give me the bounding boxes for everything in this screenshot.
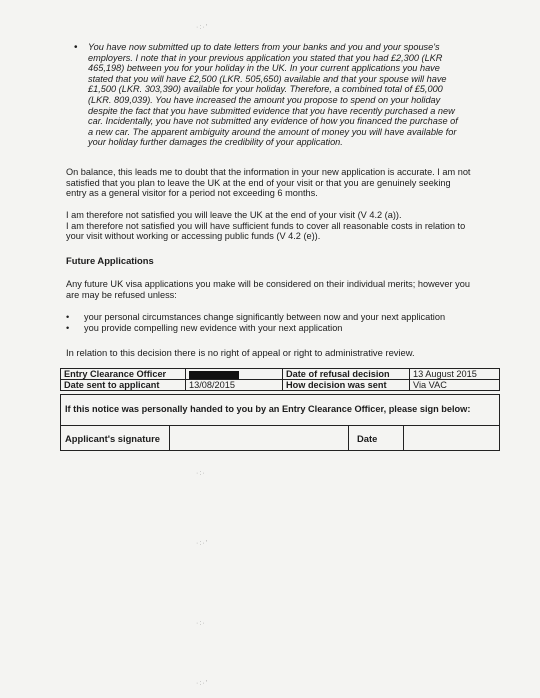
signature-row (60, 425, 500, 451)
paragraph-line: your holiday further damages the credibility of your application. (88, 137, 343, 148)
conditions-list (66, 312, 496, 334)
bullet-icon: • (66, 323, 70, 333)
date-field[interactable] (403, 425, 500, 451)
paragraph-line: 465,198) between you for your holiday in the UK. In your current applications you have (88, 63, 440, 74)
signature-field[interactable] (169, 425, 349, 451)
list-item (66, 312, 496, 323)
sent-label: Date sent to applicant (61, 380, 186, 391)
appeal-statement: In relation to this decision there is no right of appeal or right to administrative review. (66, 347, 415, 358)
signature-label-cell (60, 425, 170, 451)
paragraph-line: a new car. The apparent ambiguity around the amount of money you will have available for (88, 126, 457, 137)
officer-label: Entry Clearance Officer (61, 369, 186, 380)
date-label-cell (348, 425, 404, 451)
scan-artifact: ·:·' (196, 24, 208, 31)
paragraph-line: satisfied that you plan to leave the UK at the end of your visit or that you are genuinely seeking (66, 177, 451, 188)
bullet-icon: • (66, 312, 70, 322)
list-item (66, 323, 496, 334)
paragraph-line: I am therefore not satisfied you will have sufficient funds to cover all reasonable costs in relation to (66, 220, 466, 231)
paragraph-line: I am therefore not satisfied you will leave the UK at the end of your visit (V 4.2 (a)). (66, 210, 402, 220)
decision-table (60, 368, 500, 391)
sent-value: 13/08/2015 (186, 380, 283, 391)
table-row (61, 369, 500, 380)
table-row (61, 380, 500, 391)
bullet-icon: • (74, 42, 78, 53)
paragraph-line: On balance, this leads me to doubt that the information in your new application is accurate. I am not (66, 167, 471, 177)
signature-label: Applicant's signature (65, 433, 160, 444)
paragraph-line: £1,500 (LKR. 303,390) available for your holiday. Therefore, a combined total of £5,000 (88, 84, 443, 95)
paragraph-line: Any future UK visa applications you make will be considered on their individual merits; however you (66, 279, 470, 289)
scan-artifact: ·:·' (196, 680, 208, 687)
scan-artifact: ·:· (196, 470, 206, 477)
officer-value (186, 369, 283, 380)
redaction-block (189, 371, 239, 379)
paragraph-line: (LKR. 809,039). You have increased the amount you propose to spend on your holiday (88, 94, 441, 105)
paragraph-line: your visit without working or accessing public funds (V 4.2 (e)). (66, 231, 321, 242)
paragraph-line: stated that you will have £2,500 (LKR. 505,650) available and that your spouse will have (88, 73, 447, 84)
future-paragraph (66, 279, 506, 300)
how-sent-label: How decision was sent (283, 380, 410, 391)
not-satisfied-paragraph (66, 210, 506, 242)
ambiguity-paragraph (74, 42, 498, 148)
sign-notice-box (60, 394, 500, 426)
refusal-date-label: Date of refusal decision (283, 369, 410, 380)
sign-notice-text: If this notice was personally handed to you by an Entry Clearance Officer, please sign below: (65, 404, 471, 414)
refusal-date-value: 13 August 2015 (410, 369, 500, 380)
date-label: Date (357, 433, 378, 444)
condition-text: you provide compelling new evidence with your next application (84, 323, 343, 333)
paragraph-line: entry as a general visitor for a period not exceeding 6 months. (66, 188, 318, 199)
future-applications-heading: Future Applications (66, 255, 154, 266)
paragraph-line: despite the fact that you have submitted evidence that you have recently purchased a new (88, 105, 455, 116)
paragraph-line: You have now submitted up to date letters from your banks and you and your spouse's (88, 42, 440, 52)
paragraph-line: car. Incidentally, you have not submitted any evidence of how you financed the purchase of (88, 116, 458, 127)
paragraph-line: employers. I note that in your previous application you stated that you had £2,300 (LKR (88, 52, 443, 63)
balance-paragraph (66, 167, 506, 199)
how-sent-value: Via VAC (410, 380, 500, 391)
scan-artifact: ·:· (196, 620, 206, 627)
paragraph-line: are may be refused unless: (66, 289, 177, 300)
scan-artifact: ·:·' (196, 540, 208, 547)
condition-text: your personal circumstances change significantly between now and your next application (84, 312, 446, 322)
